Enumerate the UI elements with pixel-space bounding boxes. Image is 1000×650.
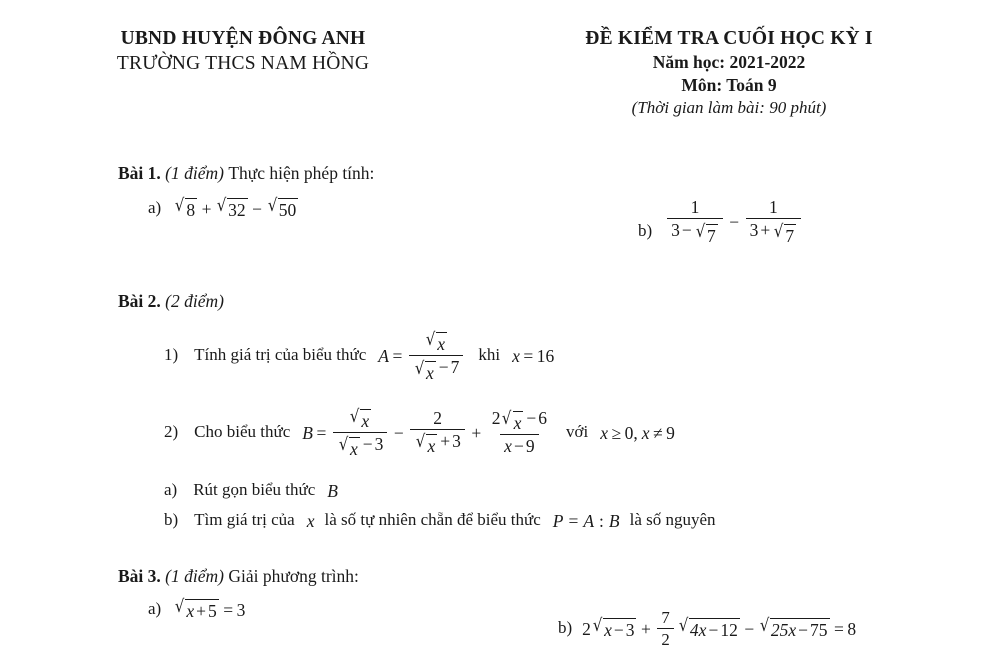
document-header (0, 0, 1000, 119)
bai-3-instruction: Giải phương trình: (228, 565, 359, 586)
value-0: 0 (624, 422, 634, 443)
operator-equals: = (316, 422, 327, 443)
value-9: 9 (666, 422, 675, 443)
exercise-bai-2 (118, 291, 980, 532)
operator-neq: ≠ (653, 422, 663, 443)
bai-2-points: (2 điểm) (165, 290, 224, 311)
issuing-authority: UBND HUYỆN ĐÔNG ANH (120, 28, 366, 49)
bai-1-a-marker: a) (148, 198, 162, 218)
bai-3-part-b (548, 609, 856, 650)
value-9: 9 (525, 436, 535, 457)
variable-B: B (608, 510, 620, 531)
operator-minus: − (526, 407, 537, 428)
variable-x: x (504, 436, 512, 457)
bai-2-part-2 (118, 406, 980, 460)
operator-plus: + (201, 199, 212, 220)
operator-plus: + (640, 619, 651, 640)
operator-minus: − (744, 619, 755, 640)
operator-equals: = (834, 619, 844, 640)
variable-A: A (378, 346, 389, 367)
bai-1-heading (118, 163, 980, 184)
bai-1-label: Bài 1. (118, 162, 161, 183)
bai-3-label: Bài 3. (118, 565, 161, 586)
value-3: 3 (236, 600, 246, 621)
header-right-block (478, 26, 1000, 119)
bai-2-1-text: Tính giá trị của biểu thức (194, 345, 367, 365)
bai-3-part-a (118, 599, 548, 623)
variable-x: x (600, 422, 609, 443)
numerator-1: 1 (690, 197, 700, 218)
value-12: 12 (720, 620, 738, 641)
bai-2-b-text-after: là số nguyên (629, 510, 716, 530)
radicand-x: x (513, 413, 522, 434)
school-name: TRƯỜNG THCS NAM HỒNG (116, 53, 370, 75)
radicand-x: x (350, 439, 358, 460)
operator-minus: − (513, 436, 524, 457)
bai-2-1-expression: A = √ x √ x − 7 (370, 330, 466, 384)
variable-A: A (583, 510, 595, 531)
radicand-50: 50 (278, 200, 297, 221)
exam-duration: (Thời gian làm bài: 90 phút) (631, 97, 827, 117)
bai-2-2-marker: 2) (164, 421, 179, 441)
operator-minus: − (681, 220, 692, 241)
operator-minus: − (798, 620, 808, 641)
radicand-7: 7 (706, 225, 716, 246)
variable-x: x (512, 346, 520, 367)
header-left-block (0, 26, 478, 119)
bai-2-a-text: Rút gọn biểu thức (193, 480, 316, 500)
exercise-bai-1 (118, 163, 980, 247)
bai-2-part-b (118, 510, 980, 532)
bai-2-1-condition (504, 346, 554, 367)
bai-3-b-expression: 2 √ x − 3 + $\frac{7}{2}$ √ 4x − 12 − √ 25x − 75 = 8 (582, 608, 857, 650)
operator-minus: − (438, 357, 449, 378)
bai-2-part-a (118, 480, 980, 502)
bai-2-2-condition (592, 423, 675, 444)
term-25x: 25x (770, 620, 797, 641)
denom-3: 3 (671, 220, 680, 241)
value-5: 5 (208, 601, 217, 622)
bai-2-a-marker: a) (164, 480, 178, 500)
term-4x: 4x (689, 620, 707, 641)
operator-minus: − (613, 620, 624, 641)
radicand-32: 32 (228, 200, 246, 221)
coefficient-2: 2 (491, 407, 501, 428)
operator-minus: − (252, 199, 263, 220)
denom-3: 3 (374, 433, 384, 454)
variable-P: P (552, 510, 564, 531)
variable-B: B (327, 481, 338, 502)
operator-minus: − (393, 422, 404, 443)
numerator-1: 1 (768, 197, 778, 218)
operator-colon: : (599, 510, 604, 531)
bai-3-a-marker: a) (148, 599, 162, 619)
coefficient-2: 2 (582, 619, 591, 640)
exam-title: ĐỀ KIỂM TRA CUỐI HỌC KỲ I (585, 28, 873, 49)
variable-x: x (641, 422, 650, 443)
radicand-x: x (361, 410, 370, 431)
operator-plus: + (471, 422, 482, 443)
bai-1-a-expression: √ 8 + √ 32 − √ 50 (175, 196, 297, 221)
bai-2-2-expression: B = √ x √ x − 3 − 2 √ x + 3 + 2 √ x − 6 x − 9 (302, 406, 548, 460)
numerator-7: 7 (661, 608, 670, 628)
bai-2-2-voi: với (566, 421, 589, 441)
school-year: Năm học: 2021-2022 (652, 52, 806, 73)
operator-minus: − (708, 620, 719, 641)
bai-1-b-expression: 1 3 − √ 7 − 1 3 + √ 7 (656, 198, 804, 247)
denom-3: 3 (452, 430, 461, 451)
radicand-7: 7 (785, 225, 795, 246)
radicand-x: x (437, 334, 446, 355)
operator-equals: = (523, 346, 534, 367)
bai-2-b-text-before: Tìm giá trị của (194, 510, 295, 530)
value-3: 3 (625, 620, 635, 641)
operator-geq: ≥ (611, 422, 622, 443)
bai-2-b-marker: b) (164, 510, 179, 530)
bai-1-instruction: Thực hiện phép tính: (228, 162, 375, 183)
value-75: 75 (810, 620, 828, 641)
radicand-x: x (427, 436, 436, 457)
bai-3-a-expression: √ x + 5 = 3 (175, 597, 246, 622)
radicand-x: x (425, 362, 434, 383)
bai-1-part-b (588, 198, 804, 247)
exam-content (0, 162, 1000, 650)
denom-3: 3 (749, 220, 759, 241)
variable-x: x (604, 620, 612, 641)
bai-3-b-marker: b) (558, 618, 573, 638)
operator-plus: + (196, 601, 207, 622)
bai-2-2-text: Cho biểu thức (194, 421, 291, 441)
operator-equals: = (392, 346, 403, 367)
operator-plus: + (440, 430, 451, 451)
bai-2-heading (118, 291, 980, 312)
operator-equals: = (568, 510, 579, 531)
bai-3-heading (118, 566, 980, 587)
bai-1-b-marker: b) (638, 220, 653, 240)
variable-x: x (306, 510, 315, 531)
bai-1-part-a (118, 198, 588, 222)
comma: , (633, 422, 638, 443)
variable-B: B (302, 422, 313, 443)
value-16: 16 (536, 346, 555, 367)
bai-2-1-marker: 1) (164, 345, 179, 365)
denom-7: 7 (450, 357, 460, 378)
denominator-2: 2 (657, 628, 673, 649)
exercise-bai-3 (118, 565, 980, 650)
value-8: 8 (847, 619, 857, 640)
bai-2-1-khi: khi (478, 345, 501, 365)
bai-2-b-expression (545, 511, 620, 532)
subject: Môn: Toán 9 (681, 75, 777, 96)
operator-equals: = (223, 600, 234, 621)
variable-x: x (186, 601, 195, 622)
numerator-2: 2 (433, 407, 442, 428)
bai-2-b-text-mid: là số tự nhiên chẵn để biểu thức (324, 510, 541, 530)
bai-2-part-1 (118, 330, 980, 384)
bai-3-points: (1 điểm) (165, 565, 224, 586)
operator-minus: − (729, 211, 740, 232)
bai-1-points: (1 điểm) (165, 162, 224, 183)
operator-minus: − (362, 433, 373, 454)
radicand-8: 8 (186, 200, 196, 221)
bai-2-label: Bài 2. (118, 290, 161, 311)
operator-plus: + (760, 220, 771, 241)
value-6: 6 (538, 407, 548, 428)
